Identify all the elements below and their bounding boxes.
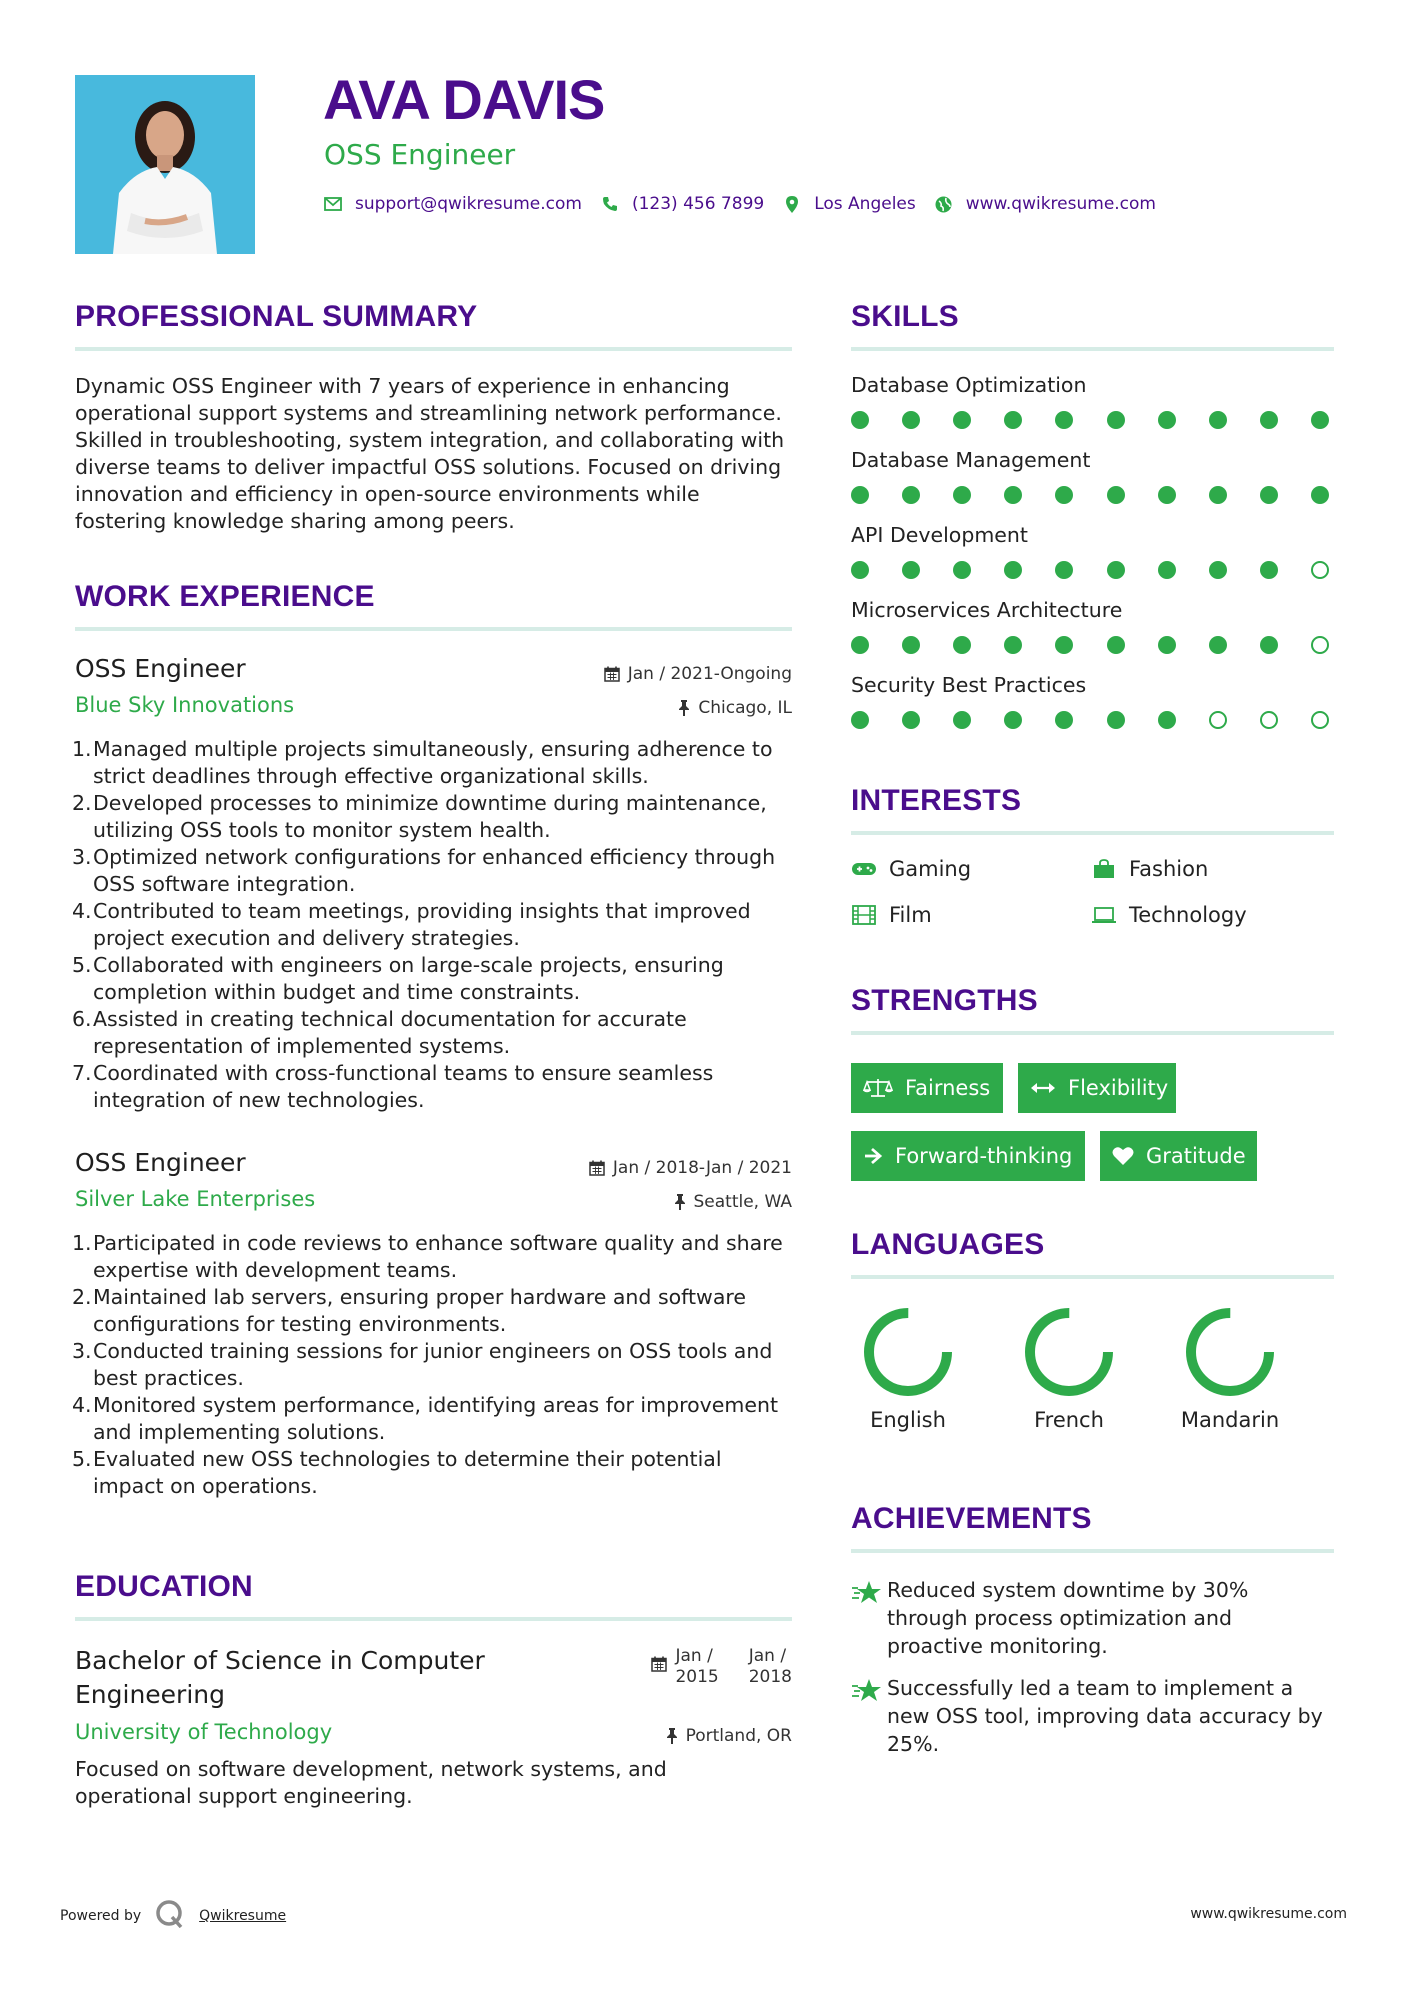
rating-dot-filled [953,636,971,654]
skill-rating [851,411,1329,429]
summary-heading: PROFESSIONAL SUMMARY [75,300,478,333]
language-item [1019,1306,1119,1432]
rating-dot-filled [851,711,869,729]
language-level-ring [1184,1306,1276,1398]
job-date: Jan / 2021-Ongoing [604,664,792,684]
experience-heading: WORK EXPERIENCE [75,580,375,613]
rating-dot-filled [1158,711,1176,729]
job-bullets [72,1230,792,1500]
rating-dot-filled [1107,636,1125,654]
shopping-bag-icon [1091,859,1117,879]
degree-title: Bachelor of Science in Computer Engineering [75,1646,485,1709]
candidate-role: OSS Engineer [324,138,516,171]
language-level-arc [1030,1313,1108,1391]
list-item: 4. Contributed to team meetings, providing insights that improved project execution and delivery strategies. [72,899,751,950]
rating-dot-filled [1004,486,1022,504]
interest-gaming: Gaming [851,857,971,881]
language-item [858,1306,958,1432]
rating-dot-filled [1209,411,1227,429]
pin-icon [674,1194,686,1210]
rating-dot-filled [953,411,971,429]
rating-dot-filled [851,411,869,429]
list-item: 2. Developed processes to minimize downtime during maintenance, utilizing OSS tools to monitor system health. [72,791,767,842]
skills-section [851,302,1334,351]
achievements-section [851,1504,1334,1553]
film-icon [851,905,877,925]
list-item: 1. Participated in code reviews to enhance software quality and share expertise with development teams. [72,1231,783,1282]
interests-heading: INTERESTS [851,784,1022,817]
list-item: 6. Assisted in creating technical documentation for accurate representation of implemented systems. [72,1007,687,1058]
school-name: University of Technology [75,1720,333,1744]
interest-technology: Technology [1091,903,1247,927]
strength-tag-fairness: Fairness [851,1063,1003,1113]
language-level-ring [862,1306,954,1398]
gamepad-icon [851,859,877,879]
language-level-arc [1191,1313,1269,1391]
strength-tag-gratitude: Gratitude [1100,1131,1257,1181]
rating-dot-filled [1055,711,1073,729]
star-icon [851,1576,887,1660]
rating-dot-filled [1209,486,1227,504]
rating-dot-filled [1260,411,1278,429]
arrows-horizontal-icon [1030,1081,1056,1095]
languages-section [851,1230,1334,1279]
rating-dot-filled [1260,486,1278,504]
education-description: Focused on software development, network systems, and operational support engineering. [75,1757,667,1808]
education-date: Jan / 2015 Jan / 2018 [651,1646,792,1688]
rating-dot-filled [1260,561,1278,579]
job-company: Silver Lake Enterprises [75,1187,316,1211]
globe-icon [934,194,954,214]
strength-tag-flexibility: Flexibility [1018,1063,1176,1113]
rating-dot-filled [902,486,920,504]
experience-section [75,582,792,631]
skill-name: Security Best Practices [851,673,1087,697]
rating-dot-empty [1260,711,1278,729]
rating-dot-filled [1107,486,1125,504]
qwikresume-logo-icon [155,1900,185,1932]
education-heading: EDUCATION [75,1570,253,1603]
skill-rating [851,711,1329,729]
rating-dot-filled [1311,411,1329,429]
job-company: Blue Sky Innovations [75,693,295,717]
interest-fashion: Fashion [1091,857,1208,881]
rating-dot-empty [1311,711,1329,729]
rating-dot-filled [1107,561,1125,579]
laptop-icon [1091,905,1117,925]
strength-tag-forward-thinking: Forward-thinking [851,1131,1085,1181]
job-location: Seattle, WA [674,1192,793,1212]
skill-name: API Development [851,523,1028,547]
rating-dot-filled [1055,561,1073,579]
list-item: 1. Managed multiple projects simultaneously, ensuring adherence to strict deadlines through effective organizational skills. [72,737,773,788]
skills-heading: SKILLS [851,300,959,333]
rating-dot-filled [1311,486,1329,504]
rating-dot-filled [1004,636,1022,654]
job-entry [72,652,792,1112]
job-location: Chicago, IL [678,698,792,718]
contact-location [782,194,916,214]
email-text: support@qwikresume.com [355,194,582,214]
skill-name: Microservices Architecture [851,598,1123,622]
contact-email[interactable] [323,194,582,214]
heart-icon [1112,1146,1134,1166]
calendar-icon [604,666,620,682]
education-rule [75,1617,792,1621]
rating-dot-filled [851,561,869,579]
achievement-item [851,1674,1334,1758]
language-item [1180,1306,1280,1432]
rating-dot-filled [953,486,971,504]
achievement-item [851,1576,1334,1660]
rating-dot-empty [1311,636,1329,654]
calendar-icon [651,1646,667,1678]
rating-dot-filled [1055,636,1073,654]
rating-dot-filled [953,561,971,579]
language-level-arc [869,1313,947,1391]
contact-bar [323,194,1174,214]
footer-powered-by: Powered by Qwikresume [60,1900,286,1932]
summary-text: Dynamic OSS Engineer with 7 years of experience in enhancing operational support systems and streamlining network performance. Skilled in troubleshooting, system integration, and collaborating with diverse teams to deliver impactful OSS solutions. Focused on driving innovation and efficiency in open-source environments while fostering knowledge sharing among peers. [75,374,785,533]
rating-dot-filled [1004,711,1022,729]
phone-icon [600,194,620,214]
envelope-icon [323,194,343,214]
achievement-text: Reduced system downtime by 30% through process optimization and proactive monitoring. [887,1578,1249,1658]
arrow-right-icon [863,1147,883,1165]
rating-dot-filled [1158,486,1176,504]
contact-phone[interactable] [600,194,764,214]
list-item: 5. Collaborated with engineers on large-scale projects, ensuring completion within budget and time constraints. [72,953,724,1004]
language-level-ring [1023,1306,1115,1398]
achievements-rule [851,1549,1334,1553]
strengths-rule [851,1031,1334,1035]
pin-icon [678,700,690,716]
job-title: OSS Engineer [75,1148,246,1177]
map-marker-icon [782,194,802,214]
rating-dot-filled [851,636,869,654]
location-text: Los Angeles [814,194,916,214]
rating-dot-filled [1107,711,1125,729]
job-bullets [72,736,792,1114]
candidate-name: AVA DAVIS [323,68,605,131]
phone-text: (123) 456 7899 [631,194,765,214]
rating-dot-filled [1158,561,1176,579]
rating-dot-filled [953,711,971,729]
list-item: 3. Optimized network configurations for enhanced efficiency through OSS software integration. [72,845,776,896]
list-item: 2. Maintained lab servers, ensuring proper hardware and software configurations for testing environments. [72,1285,746,1336]
rating-dot-filled [902,636,920,654]
rating-dot-filled [1260,636,1278,654]
rating-dot-filled [1158,411,1176,429]
summary-section [75,302,792,351]
language-name: French [1034,1408,1104,1432]
rating-dot-filled [1055,486,1073,504]
job-date: Jan / 2018-Jan / 2021 [589,1158,792,1178]
rating-dot-filled [1004,411,1022,429]
interests-section [851,786,1334,835]
rating-dot-filled [1209,561,1227,579]
pin-icon [666,1728,678,1744]
profile-photo [75,75,255,254]
skill-rating [851,561,1329,579]
languages-heading: LANGUAGES [851,1228,1045,1261]
school-location: Portland, OR [666,1726,792,1746]
skill-rating [851,636,1329,654]
rating-dot-filled [902,711,920,729]
interest-film: Film [851,903,932,927]
strengths-section [851,986,1334,1035]
rating-dot-empty [1311,561,1329,579]
rating-dot-filled [1004,561,1022,579]
star-icon [851,1674,887,1758]
balance-scale-icon [863,1077,893,1099]
website-text: www.qwikresume.com [965,194,1156,214]
interests-rule [851,831,1334,835]
list-item: 3. Conducted training sessions for junior engineers on OSS tools and best practices. [72,1339,773,1390]
list-item: 5. Evaluated new OSS technologies to determine their potential impact on operations. [72,1447,722,1498]
skills-rule [851,347,1334,351]
education-entry [75,1644,792,1814]
skill-name: Database Optimization [851,373,1087,397]
rating-dot-filled [902,411,920,429]
rating-dot-filled [902,561,920,579]
achievement-text: Successfully led a team to implement a new OSS tool, improving data accuracy by 25%. [887,1676,1323,1756]
skill-name: Database Management [851,448,1091,472]
language-name: Mandarin [1180,1408,1280,1432]
strengths-heading: STRENGTHS [851,984,1038,1017]
qwikresume-link[interactable]: Qwikresume [199,1908,287,1924]
footer-website-link[interactable]: www.qwikresume.com [1190,1906,1347,1922]
education-section [75,1572,792,1621]
rating-dot-empty [1209,711,1227,729]
rating-dot-filled [851,486,869,504]
job-entry [72,1146,792,1516]
list-item: 4. Monitored system performance, identifying areas for improvement and implementing solutions. [72,1393,778,1444]
rating-dot-filled [1209,636,1227,654]
summary-rule [75,347,792,351]
job-title: OSS Engineer [75,654,246,683]
experience-rule [75,627,792,631]
list-item: 7. Coordinated with cross-functional teams to ensure seamless integration of new technologies. [72,1061,714,1112]
rating-dot-filled [1107,411,1125,429]
achievements-heading: ACHIEVEMENTS [851,1502,1092,1535]
languages-rule [851,1275,1334,1279]
language-name: English [870,1408,946,1432]
rating-dot-filled [1055,411,1073,429]
calendar-icon [589,1160,605,1176]
skill-rating [851,486,1329,504]
contact-website[interactable] [934,194,1156,214]
rating-dot-filled [1158,636,1176,654]
